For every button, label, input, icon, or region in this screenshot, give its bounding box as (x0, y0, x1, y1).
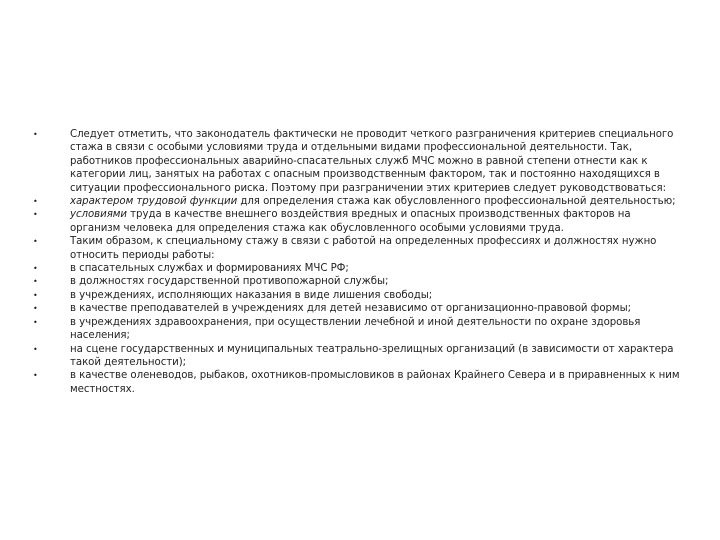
bullet-icon: • (33, 304, 38, 314)
item-text: на сцене государственных и муниципальных театрально-зрелищных организаций (в зависимости от характера такой деятельности); (70, 343, 674, 368)
bullet-icon: • (33, 237, 38, 247)
bullet-icon: • (33, 290, 38, 300)
list-item (33, 262, 683, 275)
list-item (33, 316, 683, 343)
item-text: в должностях государственной противопожарной службы; (70, 276, 389, 288)
list-item (33, 275, 683, 288)
bullet-icon: • (33, 264, 38, 274)
item-text: в спасательных службах и формированиях МЧС РФ; (70, 263, 349, 275)
item-text: Следует отметить, что законодатель фактически не проводит четкого разграничения критериев специального стажа в связи с особыми условиями труда и отдельными видами профессиональной деятельности. Так, работников профессиональных аварийно-спасательных служб МЧС можно в равной степени отнести как к категории лиц, занятых на работах с опасным производственным фактором, так и постоянно находящихся в ситуации профессионального риска. Поэтому при разграничении этих критериев следует руководствоваться: (70, 129, 674, 194)
bullet-list (33, 128, 683, 396)
list-item (33, 289, 683, 302)
list-item (33, 195, 683, 208)
bullet-icon: • (33, 277, 38, 287)
bullet-icon: • (33, 197, 38, 207)
item-text: в учреждениях здравоохранения, при осуществлении лечебной и иной деятельности по охране здоровья населения; (70, 316, 641, 342)
list-item (33, 369, 683, 396)
item-text: Таким образом, к специальному стажу в связи с работой на определенных профессиях и должностях нужно относить периоды работы: (70, 236, 657, 261)
item-text: в учреждениях, исполняющих наказания в виде лишения свободы; (70, 289, 433, 301)
bullet-icon: • (33, 210, 38, 220)
item-text: в качестве преподавателей в учреждениях для детей независимо от организационно-правовой формы; (70, 303, 631, 315)
list-item (33, 343, 683, 370)
list-item (33, 208, 683, 235)
item-text: труда в качестве внешнего воздействия вредных и опасных производственных факторов на организм человека для определения стажа как обусловленного особыми условиями труда. (70, 209, 631, 234)
list-item (33, 235, 683, 262)
item-text: в качестве оленеводов, рыбаков, охотников-промысловиков в районах Крайнего Севера и в приравненных к ним местностях. (70, 370, 680, 395)
italic-term: характером трудовой функции (70, 196, 238, 208)
bullet-icon: • (33, 317, 38, 327)
italic-term: условиями (70, 209, 127, 221)
list-item (33, 302, 683, 315)
bullet-icon: • (33, 344, 38, 354)
item-text: для определения стажа как обусловленного профессиональной деятельностью; (237, 196, 676, 208)
list-item (33, 128, 683, 195)
bullet-icon: • (33, 371, 38, 381)
bullet-icon: • (33, 130, 38, 139)
